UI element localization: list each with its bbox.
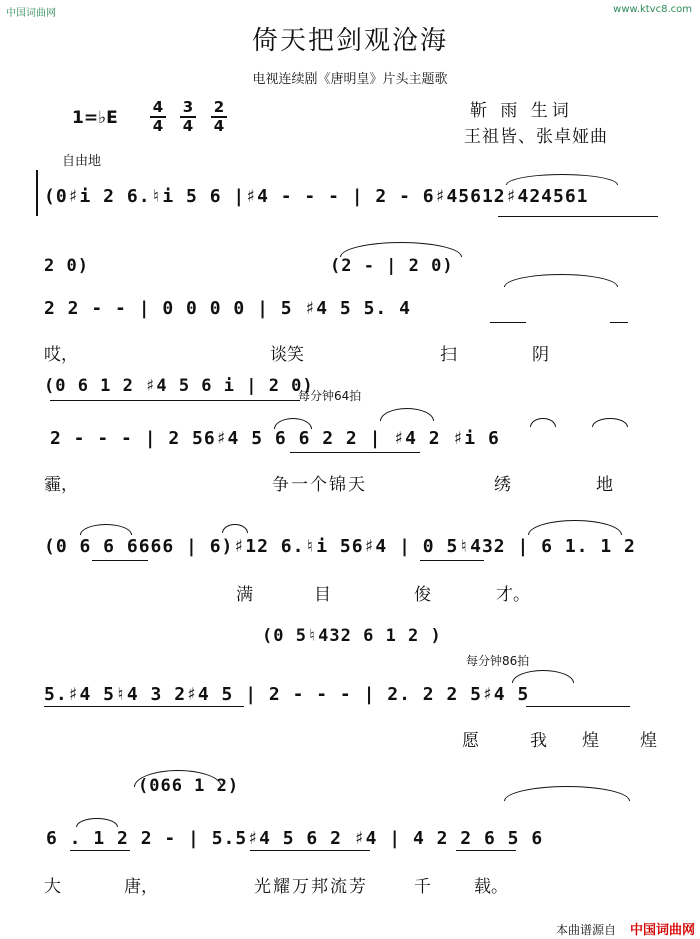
lyric: 我 [530, 731, 547, 751]
notation-line-8: 5.♯4 5♮4 3 2♯4 5 | 2 - - - | 2. 2 2 5♯4 5 [44, 684, 530, 705]
song-title: 倚天把剑观沧海 [251, 26, 448, 56]
lyricist-credit: 靳 雨 生词 [470, 101, 573, 121]
lyric: 目 [314, 585, 331, 605]
notation-line-2: 2 2 - - | 0 0 0 0 | 5 ♯4 5 5. 4 [44, 298, 411, 319]
slur [504, 786, 630, 801]
beam [290, 452, 420, 453]
notation-line-10: 6 . 1 2 2 - | 5.5♯4 5 6 2 ♯4 | 4 2 2 6 5 6 [46, 828, 544, 849]
time-signature-2-4: 2 4 [211, 100, 227, 134]
tempo-86: 每分钟86拍 [466, 654, 530, 668]
composer-credit: 王祖皆、张卓娅曲 [464, 127, 608, 147]
beam [456, 850, 516, 851]
upper-notation-2a: 2 0) [44, 256, 89, 276]
lyric: 争一个锦天 [272, 475, 367, 495]
beam [526, 706, 630, 707]
beam [50, 400, 300, 401]
beam [420, 560, 484, 561]
lyric: 满 [236, 585, 253, 605]
slur [530, 418, 556, 427]
lyric: 扫 [440, 345, 457, 365]
beam [92, 560, 148, 561]
beam [44, 706, 244, 707]
notation-line-6: (0 6 6 6666 | 6)♯12 6.♮i 56♯4 | 0 5♮432 | 6 1. 1 2 [44, 536, 636, 557]
upper-notation-2b: (2 - | 2 0) [330, 256, 454, 276]
slur [340, 242, 462, 257]
start-bracket [36, 170, 38, 216]
beam [610, 322, 628, 323]
slur [134, 770, 222, 787]
lyric: 载。 [474, 877, 508, 897]
slur [76, 818, 118, 827]
tempo-free: 自由地 [62, 154, 102, 169]
time-signature-4-4: 4 4 [150, 100, 166, 134]
lyric: 光耀万邦流芳 [254, 877, 368, 897]
lyric: 才。 [496, 585, 530, 605]
key-signature: 1=♭E [72, 108, 118, 128]
watermark-right: www.ktvc8.com [613, 4, 692, 15]
lyric: 千 [414, 877, 431, 897]
slur [222, 524, 248, 533]
song-subtitle: 电视连续剧《唐明皇》片头主题歌 [252, 72, 448, 87]
lyric: 大 [44, 877, 61, 897]
slur [80, 524, 132, 535]
footer-source: 本曲谱源自 [556, 923, 617, 937]
lyric: 阴 [532, 345, 549, 365]
watermark-left: 中国词曲网 [6, 8, 56, 19]
notation-line-4: 2 - - - | 2 56♯4 5 6 6 2 2 | ♯4 2 ♯i 6 [50, 428, 500, 449]
slur [592, 418, 628, 427]
lyric: 哎， [44, 345, 78, 365]
lyric: 霾， [44, 475, 78, 495]
beam [70, 850, 130, 851]
beam [498, 216, 658, 217]
lyric: 煌 [582, 731, 599, 751]
upper-notation-8: (0 5♮432 6 1 2 ) [262, 626, 442, 646]
lyric: 谈笑 [270, 345, 304, 365]
lyric: 唐， [124, 877, 158, 897]
beam [250, 850, 370, 851]
lyric: 俊 [414, 585, 431, 605]
slur [274, 418, 312, 429]
lyric: 愿 [462, 731, 479, 751]
slur [512, 670, 574, 683]
beam [490, 322, 526, 323]
notation-line-1: (0♯i 2 6.♮i 5 6 |♯4 - - - | 2 - 6♯45612♯424561 [44, 186, 589, 207]
upper-notation-4: (0 6 1 2 ♯4 5 6 i | 2 0) [44, 376, 314, 396]
tempo-64: 每分钟64拍 [298, 389, 362, 403]
upper-notation-10: (066 1 2) [138, 776, 240, 796]
time-signature-3-4: 3 4 [180, 100, 196, 134]
slur [528, 520, 622, 535]
slur [504, 274, 618, 287]
slur [380, 408, 434, 421]
lyric: 地 [596, 475, 613, 495]
slur [506, 174, 618, 185]
lyric: 煌 [640, 731, 657, 751]
lyric: 绣 [494, 475, 511, 495]
footer-site-link[interactable]: 中国词曲网 [630, 923, 696, 938]
